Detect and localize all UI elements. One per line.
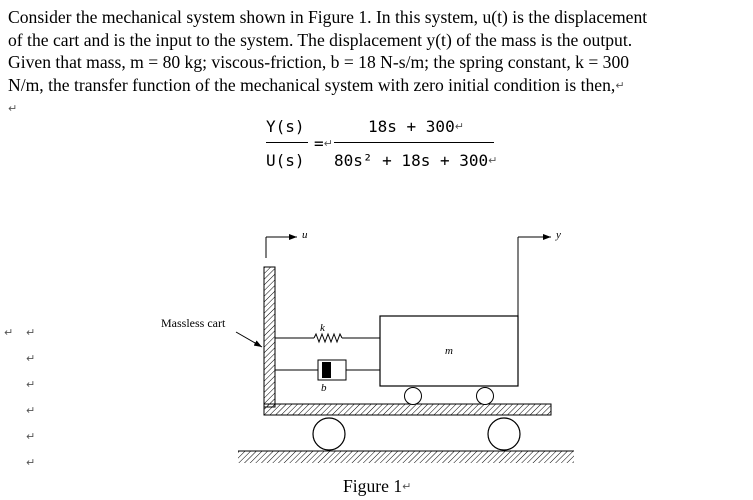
- mass-wheels: [405, 388, 494, 405]
- return-arrow-icon: ↵: [488, 154, 498, 167]
- output-label: y: [556, 229, 561, 241]
- return-arrow-icon: ↵: [323, 137, 333, 150]
- mass-label: m: [445, 345, 453, 357]
- return-arrow-icon: ↵: [615, 78, 625, 92]
- return-arrow-icon: ↵: [26, 326, 36, 339]
- damper-label: b: [321, 382, 327, 394]
- return-arrow-icon: ↵: [26, 352, 36, 365]
- cart-wheels: [313, 418, 520, 450]
- cart-pointer: [236, 332, 262, 347]
- cart-label: Massless cart: [161, 316, 226, 330]
- input-arrow: [266, 237, 297, 258]
- spring-label: k: [320, 322, 325, 334]
- ground: [238, 451, 574, 463]
- return-arrow-icon: ↵: [4, 326, 14, 339]
- output-arrow: [518, 237, 551, 316]
- input-label: u: [302, 229, 308, 241]
- problem-line-3: Given that mass, m = 80 kg; viscous-friction, b = 18 N-s/m; the spring constant, k = 300: [8, 52, 630, 72]
- problem-line-4: N/m, the transfer function of the mechanical system with zero initial condition is then,↵: [8, 74, 625, 95]
- problem-line-2: of the cart and is the input to the system. The displacement y(t) of the mass is the output.: [8, 29, 633, 50]
- lhs-numerator: Y(s): [266, 117, 305, 136]
- damper: [275, 360, 380, 380]
- lhs-denominator: U(s): [266, 151, 305, 170]
- cart-wall: [264, 267, 275, 407]
- return-arrow-icon: ↵: [26, 378, 36, 391]
- return-arrow-icon: ↵: [26, 456, 36, 469]
- return-arrow-icon: ↵: [454, 120, 464, 133]
- equals-sign: =↵: [314, 134, 333, 153]
- problem-line-1: Consider the mechanical system shown in Figure 1. In this system, u(t) is the displacement: [8, 7, 648, 27]
- return-arrow-icon: ↵: [26, 430, 36, 443]
- spring: [275, 334, 380, 342]
- rhs-denominator: 80s² + 18s + 300↵: [334, 151, 498, 170]
- return-arrow-icon: ↵: [402, 480, 412, 493]
- return-arrow-icon: ↵: [26, 404, 36, 417]
- return-arrow-icon: ↵: [8, 102, 18, 115]
- cart-platform: [264, 404, 551, 415]
- figure-caption: Figure 1↵: [343, 476, 412, 496]
- rhs-numerator: 18s + 300↵: [368, 117, 464, 136]
